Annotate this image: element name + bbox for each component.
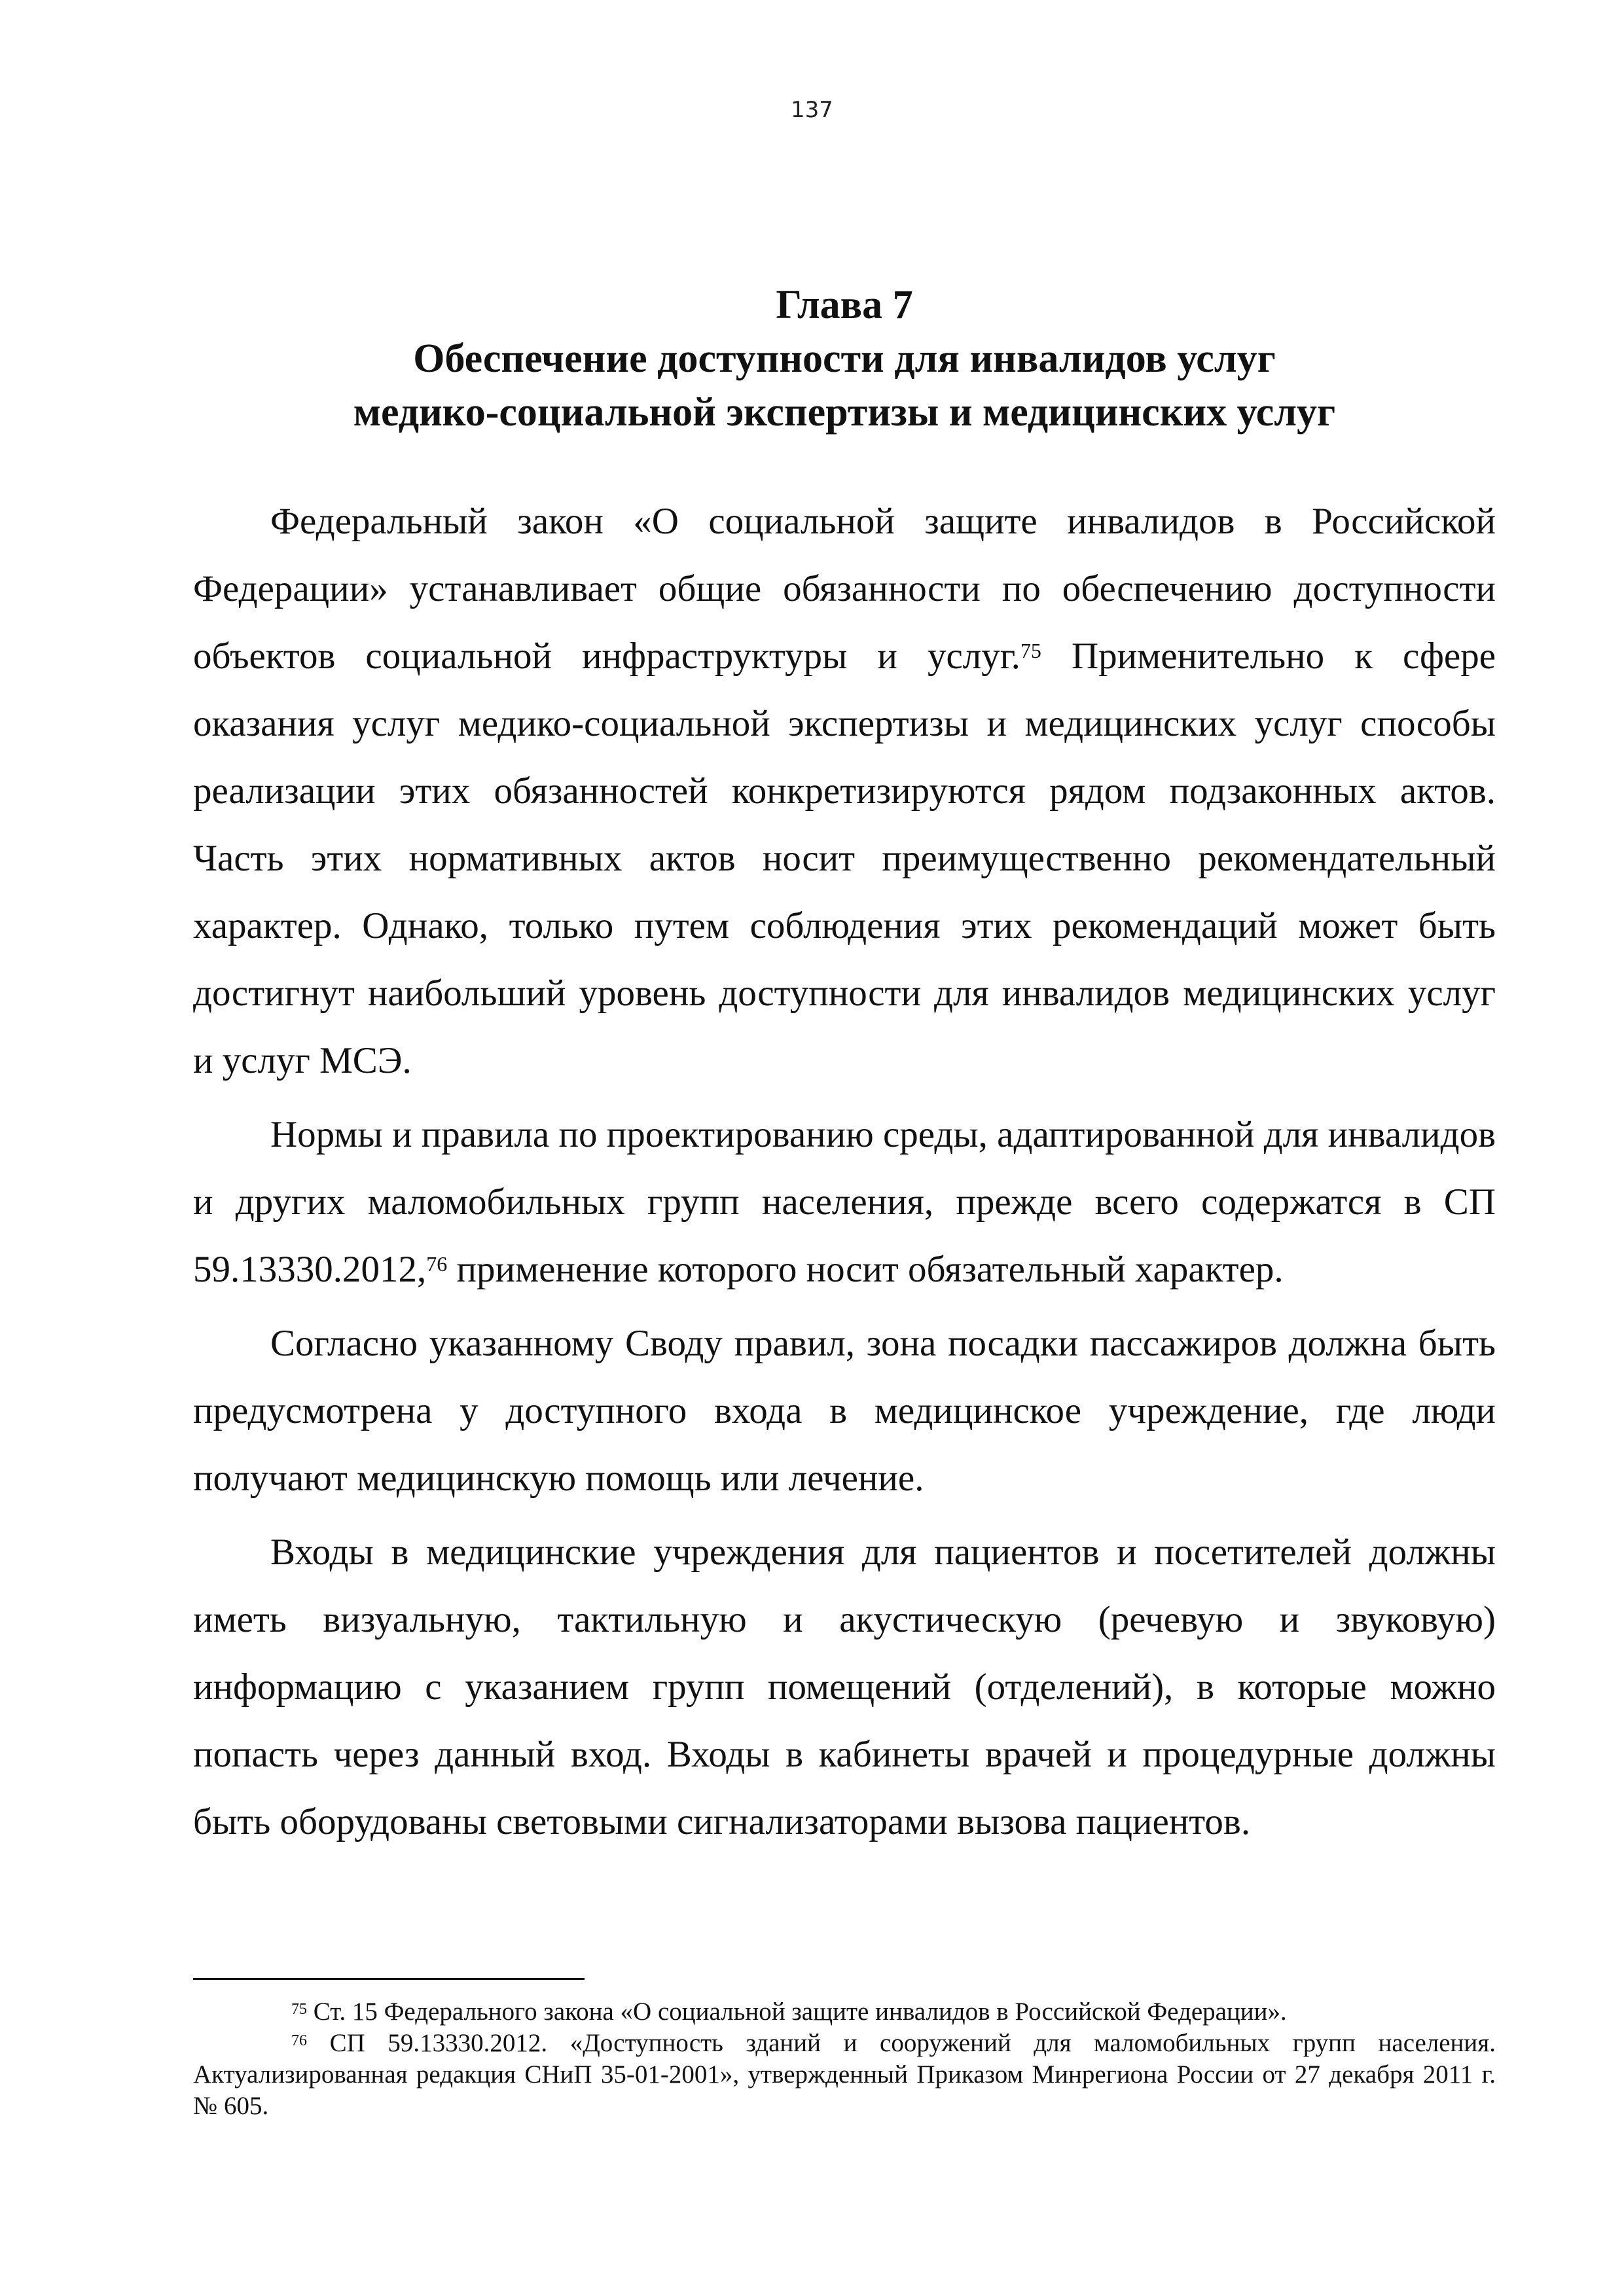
footnote-75 — [193, 1996, 1496, 2028]
chapter-number: Глава 7 — [776, 283, 913, 327]
paragraph-text: Федеральный закон «О социальной защите инвалидов в Российской Федерации» устанавливает общие обязанности по обеспечению доступности объектов социальной инфраструктуры и услуг. — [193, 501, 1496, 677]
chapter-heading — [193, 278, 1496, 439]
paragraph-1 — [193, 488, 1496, 1094]
paragraph-text: Применительно к сфере оказания услуг медико-социальной экспертизы и медицинских услуг способы реализации этих обязанностей конкретизируются рядом подзаконных актов. Часть этих нормативных актов носит преимущественно рекомендательный характер. Однако, только путем соблюдения этих рекомендаций может быть достигнут наибольший уровень доступности для инвалидов медицинских услуг и услуг МСЭ. — [193, 636, 1496, 1081]
footnote-number: 76 — [291, 2032, 307, 2049]
body-text — [193, 488, 1496, 1862]
footnotes — [193, 1996, 1496, 2122]
footnote-76 — [193, 2028, 1496, 2122]
footnote-text: СП 59.13330.2012. «Доступность зданий и сооружений для маломобильных групп населения. Актуализированная редакция СНиП 35-01-2001», утвержденный Приказом Минрегиона России от 27 декабря 2011 г. № 605. — [193, 2029, 1496, 2120]
paragraph-text: применение которого носит обязательный характер. — [447, 1249, 1284, 1290]
footnote-reference-76[interactable]: 76 — [426, 1252, 448, 1276]
footnote-separator — [193, 1978, 585, 1980]
chapter-title-line-2: медико-социальной экспертизы и медицинских услуг — [353, 390, 1336, 435]
footnote-text: Ст. 15 Федерального закона «О социальной защите инвалидов в Российской Федерации». — [307, 1998, 1287, 2026]
paragraph-2 — [193, 1101, 1496, 1303]
footnote-number: 75 — [291, 2001, 307, 2018]
paragraph-4: Входы в медицинские учреждения для пациентов и посетителей должны иметь визуальную, тактильную и акустическую (речевую и звуковую) информацию с указанием групп помещений (отделений), в которые можно попасть через данный вход. Входы в кабинеты врачей и процедурные должны быть оборудованы световыми сигнализаторами вызова пациентов. — [193, 1532, 1496, 1842]
paragraph-text: Нормы и правила по проектированию среды, адаптированной для инвалидов и других маломобильных групп населения, прежде всего содержатся в СП 59.13330.2012, — [193, 1114, 1496, 1290]
footnote-reference-75[interactable]: 75 — [1020, 639, 1041, 662]
page-number: 137 — [791, 97, 833, 123]
paragraph-3: Согласно указанному Своду правил, зона посадки пассажиров должна быть предусмотрена у доступного входа в медицинское учреждение, где люди получают медицинскую помощь или лечение. — [193, 1323, 1496, 1499]
chapter-title-line-1: Обеспечение доступности для инвалидов услуг — [413, 336, 1276, 381]
